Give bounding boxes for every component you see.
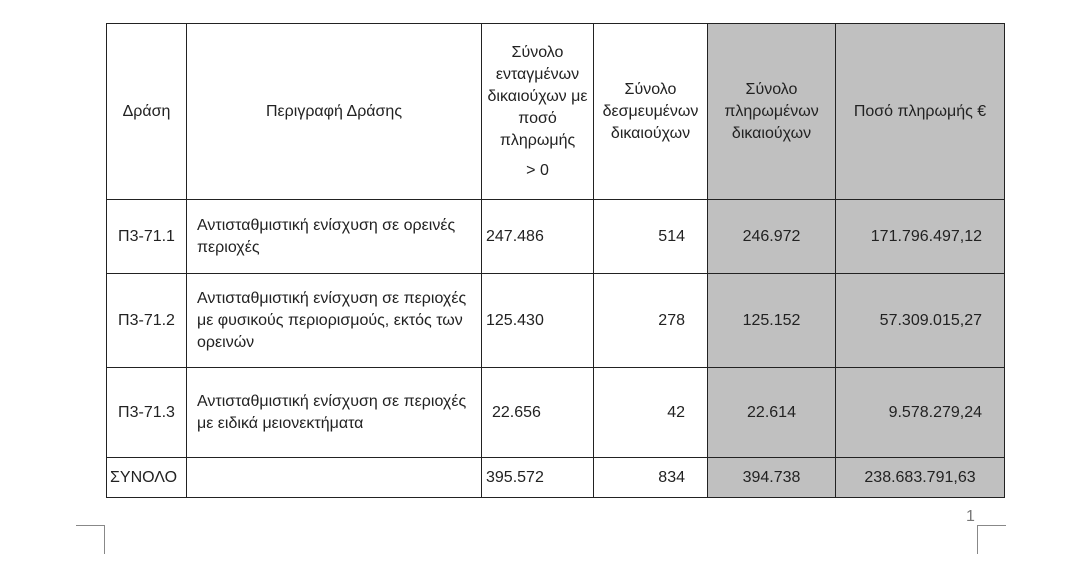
total-label: ΣΥΝΟΛΟ: [107, 458, 187, 498]
header-integrated-suffix: > 0: [526, 161, 549, 179]
header-integrated: [482, 24, 594, 200]
total-committed: 834: [594, 458, 708, 498]
row-paid: 125.152: [708, 274, 836, 368]
header-committed: Σύνολο δεσμευμένων δικαιούχων: [594, 24, 708, 200]
header-paid: Σύνολο πληρωμένων δικαιούχων: [708, 24, 836, 200]
row-committed: 278: [594, 274, 708, 368]
row-paid: 246.972: [708, 200, 836, 274]
page-number: 1: [966, 508, 975, 525]
row-integrated: 125.430: [482, 274, 594, 368]
header-integrated-text: Σύνολο ενταγμένων δικαιούχων με ποσό πληρωμής: [487, 43, 588, 149]
total-description-empty: [187, 458, 482, 498]
row-amount: 171.796.497,12: [836, 200, 1005, 274]
row-amount: 9.578.279,24: [836, 368, 1005, 458]
row-description: Αντισταθμιστική ενίσχυση σε περιοχές με ειδικά μειονεκτήματα: [187, 368, 482, 458]
row-description: Αντισταθμιστική ενίσχυση σε ορεινές περιοχές: [187, 200, 482, 274]
row-integrated: 22.656: [482, 368, 594, 458]
total-integrated: 395.572: [482, 458, 594, 498]
row-committed: 42: [594, 368, 708, 458]
payments-table: [106, 23, 1005, 498]
page-corner-mark-right: [977, 525, 1006, 554]
total-amount: 238.683.791,63: [836, 458, 1005, 498]
row-integrated: 247.486: [482, 200, 594, 274]
row-committed: 514: [594, 200, 708, 274]
row-paid: 22.614: [708, 368, 836, 458]
header-description: Περιγραφή Δράσης: [187, 24, 482, 200]
row-description: Αντισταθμιστική ενίσχυση σε περιοχές με φυσικούς περιορισμούς, εκτός των ορεινών: [187, 274, 482, 368]
table-row: [107, 274, 1005, 368]
page-corner-mark-left: [76, 525, 105, 554]
row-code: Π3-71.2: [107, 274, 187, 368]
header-action: Δράση: [107, 24, 187, 200]
row-amount: 57.309.015,27: [836, 274, 1005, 368]
row-code: Π3-71.1: [107, 200, 187, 274]
total-paid: 394.738: [708, 458, 836, 498]
header-row: [107, 24, 1005, 200]
table-row: [107, 368, 1005, 458]
table-row: [107, 200, 1005, 274]
row-code: Π3-71.3: [107, 368, 187, 458]
header-amount: Ποσό πληρωμής €: [836, 24, 1005, 200]
total-row: [107, 458, 1005, 498]
